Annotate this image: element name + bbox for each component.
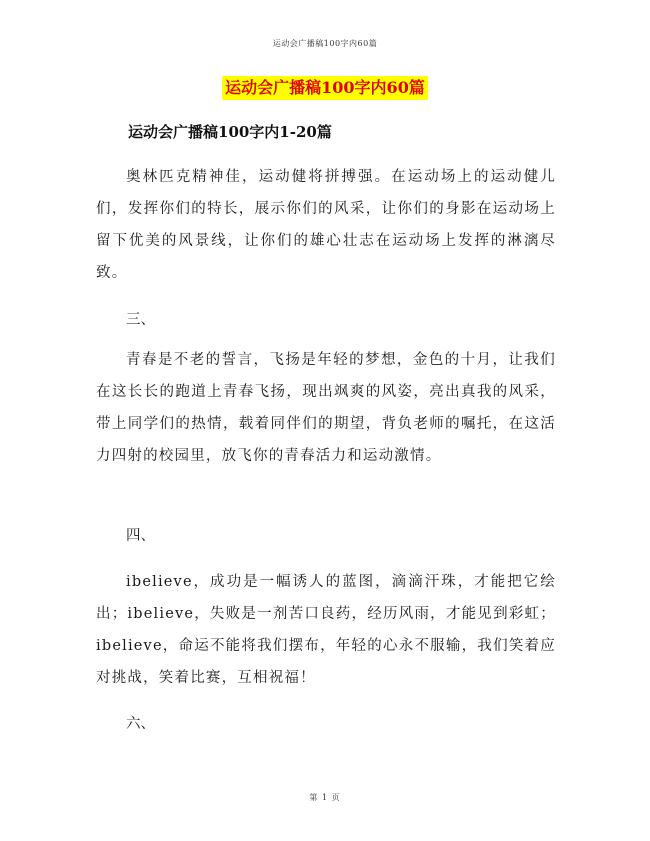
numbered-heading-4: 四、	[126, 528, 155, 544]
paragraph-3: ibelieve，成功是一幅诱人的蓝图，滴滴汗珠，才能把它绘出；ibelieve，失败是一剂苦口良药，经历风雨，才能见到彩虹；ibelieve，命运不能将我们摆布，年轻的心永不服输，我们笑着应对挑战，笑着比赛，互相祝福！	[96, 574, 556, 686]
numbered-heading-3: 三、	[126, 312, 155, 328]
title-container	[0, 76, 650, 100]
paragraph-1: 奥林匹克精神佳，运动健将拼搏强。在运动场上的运动健儿们，发挥你们的特长，展示你们的风采，让你们的身影在运动场上留下优美的风景线，让你们的雄心壮志在运动场上发挥的淋漓尽致。	[96, 169, 556, 281]
section-heading: 运动会广播稿100字内1-20篇	[128, 123, 332, 141]
document-title: 运动会广播稿100字内60篇	[222, 76, 428, 100]
numbered-heading-6: 六、	[126, 716, 155, 732]
running-header: 运动会广播稿100字内60篇	[272, 39, 378, 48]
paragraph-2: 青春是不老的誓言，飞扬是年轻的梦想，金色的十月，让我们在这长长的跑道上青春飞扬，现出飒爽的风姿，亮出真我的风采，带上同学们的热情，载着同伴们的期望，背负老师的嘱托，在这活力四射的校园里，放飞你的青春活力和运动激情。	[96, 352, 556, 464]
page-number: 第 1 页	[309, 793, 341, 802]
